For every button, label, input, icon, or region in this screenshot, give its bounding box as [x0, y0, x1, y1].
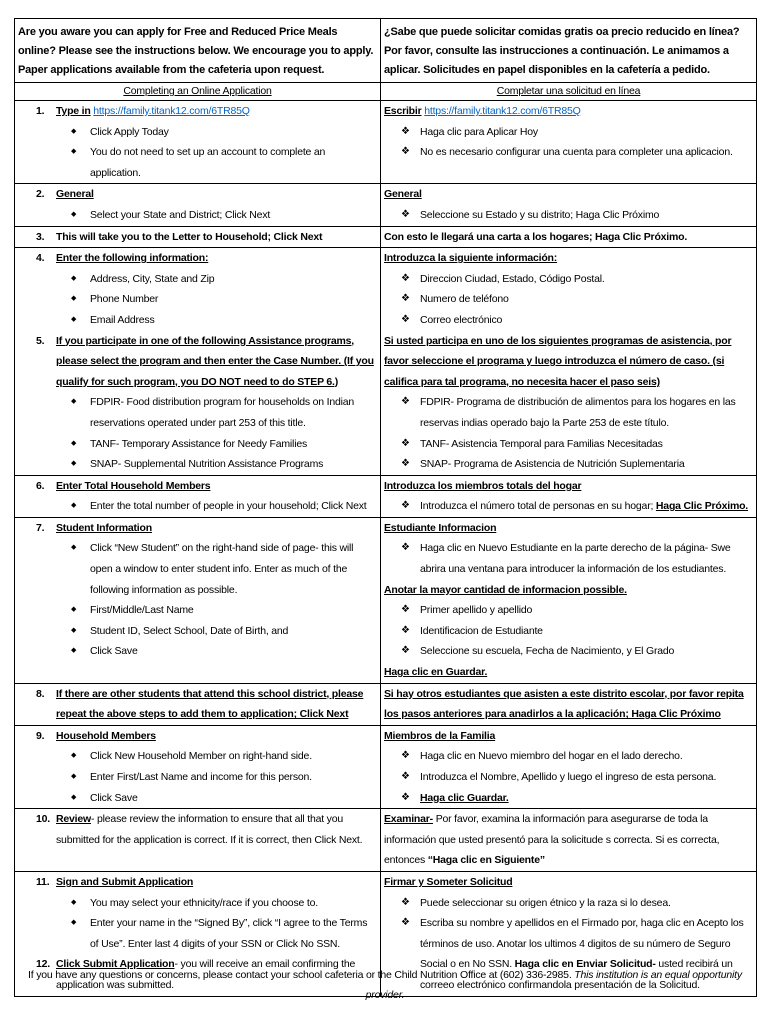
list-item: ◆ Enter First/Last Name and income for this person. — [90, 767, 377, 788]
step-9-en: 9. Household Members ◆ Click New Household Member on right-hand side. ◆ Enter First/Last Name and income for this person. ◆ Click Save — [15, 725, 381, 808]
step-6-row — [15, 475, 757, 517]
list-item: ❖ Introduzca el Nombre, Apellido y luego el ingreso de esta persona. — [420, 767, 753, 788]
list-item: ❖ Haga clic en Nuevo Estudiante en la parte derecho de la página- Swe abrira una ventana para introducer la información de los estudiantes. — [420, 538, 753, 579]
step-7-en: 7. Student Information ◆ Click “New Student” on the right-hand side of page- this will open a window to enter student info. Enter as much of the following information as possible. ◆ First/Middle/Last Name ◆ Student ID, Select School, Date of Birth, and ◆ Click Save — [15, 517, 381, 683]
list-item: ❖ Puede seleccionar su origen étnico y la raza si lo desea. — [420, 893, 753, 914]
intro-row — [15, 19, 757, 83]
step-6-en: 6. Enter Total Household Members ◆ Enter the total number of people in your household; Click Next — [15, 475, 381, 517]
list-item: ❖ FDPIR- Programa de distribución de alimentos para los hogares en las reservas indias operado bajo la Parte 253 de este título. — [420, 392, 753, 433]
list-item: ◆ Email Address — [90, 310, 377, 331]
list-item: ❖ Haga clic en Nuevo miembro del hogar en el lado derecho. — [420, 746, 753, 767]
list-item: ❖ Introduzca el número total de personas en su hogar; Haga Clic Próximo. — [420, 496, 753, 517]
list-item: ❖ Haga clic para Aplicar Hoy — [420, 122, 753, 143]
header-es: Completar una solicitud en línea — [381, 83, 757, 101]
step-10-es: Examinar- Por favor, examina la información para asegurarse de toda la información que usted presentó para la solicitude s correcta. Si es correcta, entonces “Haga clic en Siguiente” — [381, 809, 757, 872]
list-item: ◆ You may select your ethnicity/race if you choose to. — [90, 893, 377, 914]
step-7-es: Estudiante Informacion ❖ Haga clic en Nuevo Estudiante en la parte derecho de la página- Swe abrira una ventana para introducer la información de los estudiantes. Anotar la mayor cantidad de informacion possible. ❖ Primer apellido y apellido ❖ Identificacion de Estudiante ❖ Seleccione su escuela, Fecha de Nacimiento, y El Grado Haga clic en Guardar. — [381, 517, 757, 683]
instructions-table — [14, 18, 757, 997]
step-1-row — [15, 101, 757, 184]
list-item: ❖ TANF- Asistencia Temporal para Familias Necesitadas — [420, 434, 753, 455]
step-2-en: 2. General ◆ Select your State and District; Click Next — [15, 184, 381, 226]
list-item: ◆ Address, City, State and Zip — [90, 269, 377, 290]
application-link-es[interactable]: https://family.titank12.com/6TR85Q — [424, 105, 581, 117]
step-4-5-row — [15, 248, 757, 476]
step-9-row — [15, 725, 757, 808]
list-item: ◆ Enter the total number of people in your household; Click Next — [90, 496, 377, 517]
list-item: ◆ Select your State and District; Click Next — [90, 205, 377, 226]
step-4-5-en: 4. Enter the following information: ◆ Address, City, State and Zip ◆ Phone Number ◆ Email Address 5. If you participate in one of the following Assistance programs, please select the program and then enter the Case Number. (If you qualify for such program, you DO NOT need to do STEP 6.) ◆ FDPIR- Food distribution program for households on Indian reservations operated under part 253 of this title. ◆ TANF- Temporary Assistance for Needy Families ◆ SNAP- Supplemental Nutrition Assistance Programs — [15, 248, 381, 476]
list-item: ❖ SNAP- Programa de Asistencia de Nutrición Suplementaria — [420, 454, 753, 475]
list-item: ◆ Student ID, Select School, Date of Birth, and — [90, 621, 377, 642]
step-1-es: Escribir https://family.titank12.com/6TR85Q ❖ Haga clic para Aplicar Hoy ❖ No es necesario configurar una cuenta para completer una aplicacion. — [381, 101, 757, 184]
header-row — [15, 83, 757, 101]
list-item: ❖ Correo electrónico — [420, 310, 753, 331]
list-item: ◆ Click Save — [90, 641, 377, 662]
list-item: ◆ FDPIR- Food distribution program for households on Indian reservations operated under part 253 of this title. — [90, 392, 377, 433]
list-item: ◆ Click “New Student” on the right-hand side of page- this will open a window to enter student info. Enter as much of the following information as possible. — [90, 538, 377, 600]
list-item: ❖ Identificacion de Estudiante — [420, 621, 753, 642]
step-3-es: Con esto le llegará una carta a los hogares; Haga Clic Próximo. — [381, 226, 757, 248]
list-item: ❖ Escriba su nombre y apellidos en el Firmado por, haga clic en Acepto los términos de uso. Anotar los ultimos 4 digitos de su número de Seguro Social o en No SSN. Haga clic en Enviar Solicitud- usted recibirá un correeo electrónico confirmandola presentación de la Solicitud. — [420, 913, 753, 995]
step-7-row — [15, 517, 757, 683]
list-item: ◆ SNAP- Supplemental Nutrition Assistance Programs — [90, 454, 377, 475]
list-item: ◆ Click Apply Today — [90, 122, 377, 143]
step-9-es: Miembros de la Familia ❖ Haga clic en Nuevo miembro del hogar en el lado derecho. ❖ Introduzca el Nombre, Apellido y luego el ingreso de esta persona. ❖ Haga clic Guardar. — [381, 725, 757, 808]
list-item: ◆ Enter your name in the “Signed By”, click “I agree to the Terms of Use”. Enter last 4 digits of your SSN or Click No SSN. — [90, 913, 377, 954]
step-3-en: 3. This will take you to the Letter to Household; Click Next — [15, 226, 381, 248]
step-4-5-es: Introduzca la siguiente información: ❖ Direccion Ciudad, Estado, Código Postal. ❖ Numero de teléfono ❖ Correo electrónico Si usted participa en uno de los siguientes programas de asistencia, por favor seleccione el programa y luego introduzca el número de caso. (si califica para tal programa, no necesita hacer el paso seis) ❖ FDPIR- Programa de distribución de alimentos para los hogares en las reservas indias operado bajo la Parte 253 de este título. ❖ TANF- Asistencia Temporal para Familias Necesitadas ❖ SNAP- Programa de Asistencia de Nutrición Suplementaria — [381, 248, 757, 476]
list-item: ❖ Seleccione su Estado y su distrito; Haga Clic Próximo — [420, 205, 753, 226]
step-10-row — [15, 809, 757, 872]
list-item: ◆ TANF- Temporary Assistance for Needy Families — [90, 434, 377, 455]
step-11-12-en: 11. Sign and Submit Application ◆ You may select your ethnicity/race if you choose to. ◆ Enter your name in the “Signed By”, click “I agree to the Terms of Use”. Enter last 4 digits of your SSN or Click No SSN. 12. Click Submit Application- you will receive an email confirming the application was submitted. — [15, 871, 381, 996]
list-item: ◆ Phone Number — [90, 289, 377, 310]
list-item: ◆ Click New Household Member on right-hand side. — [90, 746, 377, 767]
list-item: ❖ Primer apellido y apellido — [420, 600, 753, 621]
step-10-en: 10. Review- please review the information to ensure that all that you submitted for the application is correct. If it is correct, then Click Next. — [15, 809, 381, 872]
application-link-en[interactable]: https://family.titank12.com/6TR85Q — [93, 105, 250, 117]
list-item: ❖ Numero de teléfono — [420, 289, 753, 310]
list-item: ◆ Click Save — [90, 788, 377, 809]
list-item: ❖ Direccion Ciudad, Estado, Código Postal. — [420, 269, 753, 290]
list-item: ◆ You do not need to set up an account to complete an application. — [90, 142, 377, 183]
step-8-row — [15, 683, 757, 725]
list-item: ◆ First/Middle/Last Name — [90, 600, 377, 621]
step-11-12-es: Firmar y Someter Solicitud ❖ Puede seleccionar su origen étnico y la raza si lo desea. ❖ Escriba su nombre y apellidos en el Firmado por, haga clic en Acepto los términos de uso. Anotar los ultimos 4 digitos de su número de Seguro Social o en No SSN. Haga clic en Enviar Solicitud- usted recibirá un correeo electrónico confirmandola presentación de la Solicitud. — [381, 871, 757, 996]
step-2-es: General ❖ Seleccione su Estado y su distrito; Haga Clic Próximo — [381, 184, 757, 226]
intro-en: Are you aware you can apply for Free and Reduced Price Meals online? Please see the instructions below. We encourage you to apply. Paper applications available from the cafeteria upon request. — [15, 19, 381, 83]
intro-es: ¿Sabe que puede solicitar comidas gratis oa precio reducido en línea? Por favor, consulte las instrucciones a continuación. Le animamos a aplicar. Solicitudes en papel disponibles en la cafetería a pedido. — [381, 19, 757, 83]
step-3-row — [15, 226, 757, 248]
list-item: ❖ No es necesario configurar una cuenta para completer una aplicacion. — [420, 142, 753, 163]
list-item: ❖ Seleccione su escuela, Fecha de Nacimiento, y El Grado — [420, 641, 753, 662]
list-item: ❖ Haga clic Guardar. — [420, 788, 753, 809]
step-8-es: Si hay otros estudiantes que asisten a este distrito escolar, por favor repita los pasos anteriores para anadirlos a la aplicación; Haga Clic Próximo — [381, 683, 757, 725]
header-en: Completing an Online Application — [15, 83, 381, 101]
step-6-es: Introduzca los miembros totals del hogar ❖ Introduzca el número total de personas en su hogar; Haga Clic Próximo. — [381, 475, 757, 517]
step-1-en: 1. Type in https://family.titank12.com/6TR85Q ◆ Click Apply Today ◆ You do not need to set up an account to complete an application. — [15, 101, 381, 184]
step-2-row — [15, 184, 757, 226]
footer-note: If you have any questions or concerns, please contact your school cafeteria or the Child Nutrition Office at (602) 336-2985. This institution is an equal opportunity provider. — [28, 969, 742, 1001]
step-8-en: 8. If there are other students that attend this school district, please repeat the above steps to add them to application; Click Next — [15, 683, 381, 725]
